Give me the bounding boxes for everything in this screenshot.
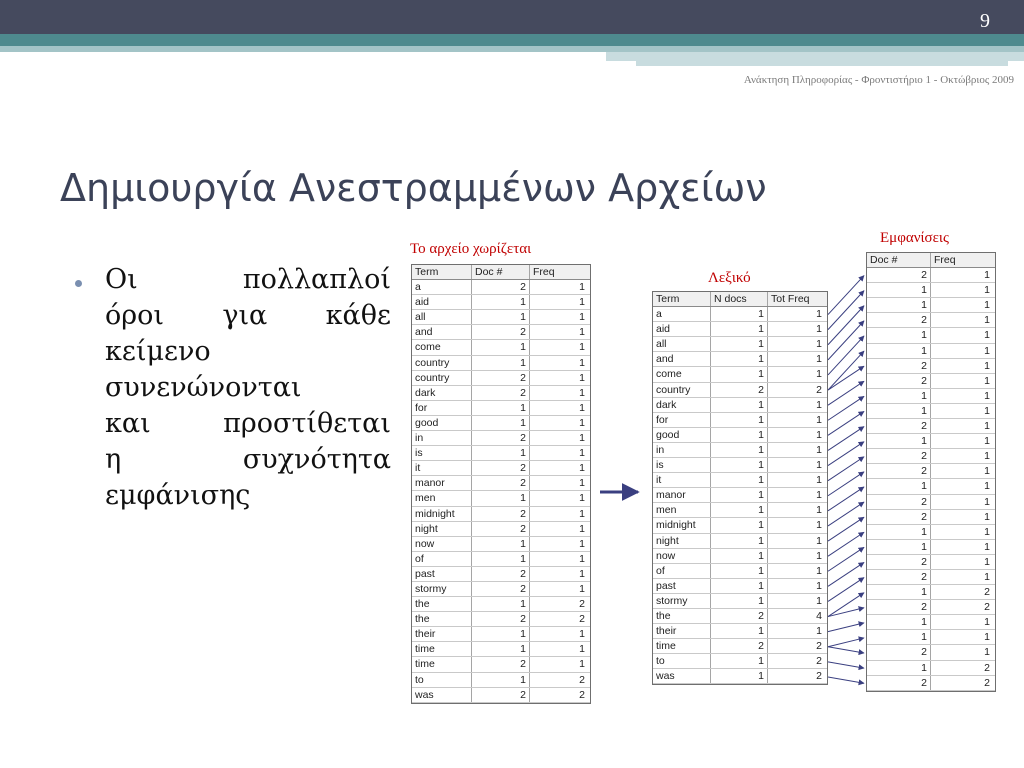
table-cell: 1 (816, 549, 822, 562)
column-header: Tot Freq (771, 293, 810, 305)
table-cell: 1 (579, 462, 585, 475)
table-cell: 2 (711, 609, 768, 623)
table-cell: of (653, 564, 711, 578)
table-cell: 1 (579, 356, 585, 369)
table-cell: 1 (816, 474, 822, 487)
table-cell: 1 (579, 371, 585, 384)
lexicon-to-postings-arrow (828, 662, 864, 668)
table-cell: 2 (816, 640, 822, 653)
lexicon-to-postings-arrow (828, 396, 864, 420)
table-cell: aid (653, 322, 711, 336)
table-cell: night (412, 522, 472, 536)
table-cell: 1 (579, 326, 585, 339)
bullet-line: εμφάνισης (105, 480, 251, 511)
table-cell: 1 (472, 491, 530, 505)
table-cell: the (412, 597, 472, 611)
table-cell: to (412, 673, 472, 687)
column-header: Term (653, 292, 711, 306)
table-cell: 1 (472, 537, 530, 551)
table-cell: 2 (816, 670, 822, 683)
bullet-line: και προστίθεται (105, 408, 391, 439)
table-cell: 2 (472, 582, 530, 596)
table-cell: a (653, 307, 711, 321)
table-cell: 1 (816, 308, 822, 321)
table-cell: 1 (984, 450, 990, 463)
column-header: Term (412, 265, 472, 279)
table-cell: 1 (472, 597, 530, 611)
table-cell: 1 (472, 416, 530, 430)
lexicon-to-postings-arrow (828, 306, 864, 345)
lexicon-to-postings-arrow (828, 472, 864, 496)
table-cell: 2 (867, 374, 931, 388)
table-cell: 1 (816, 338, 822, 351)
table-cell: their (412, 627, 472, 641)
table-cell: 2 (472, 612, 530, 626)
table-cell: 2 (472, 280, 530, 294)
column-header: N docs (711, 292, 768, 306)
table-cell: 2 (579, 613, 585, 626)
table-cell: 2 (867, 419, 931, 433)
table-cell: 2 (867, 600, 931, 614)
table-cell: 1 (579, 643, 585, 656)
table-cell: 2 (579, 598, 585, 611)
table-cell: 1 (984, 299, 990, 312)
table-cell: 1 (579, 311, 585, 324)
bullet-line: Οι πολλαπλοί (105, 264, 391, 295)
table-cell: 1 (472, 401, 530, 415)
table-cell: 1 (816, 459, 822, 472)
table-cell: 2 (472, 386, 530, 400)
table-cell: 1 (711, 654, 768, 668)
table-cell: in (653, 443, 711, 457)
table-cell: and (653, 352, 711, 366)
table-cell: 1 (984, 314, 990, 327)
table-cell: now (412, 537, 472, 551)
table-cell: 1 (711, 624, 768, 638)
table-cell: 1 (579, 522, 585, 535)
table-cell: 1 (579, 658, 585, 671)
table-cell: it (653, 473, 711, 487)
table-cell: 1 (579, 447, 585, 460)
table-cell: 1 (984, 420, 990, 433)
table-cell: 2 (472, 657, 530, 671)
table-cell: men (412, 491, 472, 505)
table-cell: 2 (472, 371, 530, 385)
table-cell: 2 (472, 325, 530, 339)
table-cell: 1 (984, 495, 990, 508)
table-cell: all (412, 310, 472, 324)
table-cell: 2 (472, 461, 530, 475)
table-cell: 1 (984, 555, 990, 568)
slide-subtitle: Ανάκτηση Πληροφορίας - Φροντιστήριο 1 - Οκτώβριος 2009 (743, 74, 1014, 86)
table-cell: 1 (816, 368, 822, 381)
table-cell: 1 (711, 594, 768, 608)
table-cell: past (412, 567, 472, 581)
table-cell: 1 (816, 443, 822, 456)
table-cell: 1 (867, 615, 931, 629)
table-cell: 1 (984, 359, 990, 372)
lexicon-to-postings-arrow (828, 562, 864, 586)
table-cell: 2 (472, 507, 530, 521)
label-split: Το αρχείο χωρίζεται (410, 241, 532, 257)
table-cell: country (653, 383, 711, 397)
lexicon-to-postings-arrow (828, 623, 864, 632)
table-cell: 1 (579, 386, 585, 399)
lexicon-to-postings-arrow (828, 647, 864, 653)
bullet-line: κείμενο (105, 336, 211, 367)
table-cell: now (653, 549, 711, 563)
table-cell: was (653, 669, 711, 683)
table-cell: 2 (472, 522, 530, 536)
table-cell: 2 (867, 510, 931, 524)
table-cell: stormy (653, 594, 711, 608)
table-cell: 1 (984, 389, 990, 402)
table-cell: 1 (579, 567, 585, 580)
table-cell: 2 (472, 476, 530, 490)
table-cell: the (653, 609, 711, 623)
lexicon-to-postings-arrow (828, 593, 864, 617)
slide-title: Δημιουργία Ανεστραμμένων Αρχείων (60, 166, 767, 210)
table-cell: 2 (579, 688, 585, 701)
column-header: Freq (533, 266, 555, 278)
table-cell: dark (412, 386, 472, 400)
table-cell: midnight (412, 507, 472, 521)
table-cell: 2 (984, 661, 990, 674)
table-cell: 1 (472, 627, 530, 641)
table-cell: dark (653, 398, 711, 412)
lexicon-to-postings-arrow (828, 502, 864, 526)
table-cell: 1 (579, 477, 585, 490)
table-cell: 1 (711, 503, 768, 517)
table-cell: 1 (711, 579, 768, 593)
table-cell: 1 (867, 328, 931, 342)
table-cell: time (412, 657, 472, 671)
table-cell: it (412, 461, 472, 475)
table-cell: 2 (472, 688, 530, 702)
table-cell: 1 (711, 534, 768, 548)
table-cell: 1 (984, 616, 990, 629)
table-cell: 1 (984, 344, 990, 357)
lexicon-to-postings-arrow (828, 638, 864, 647)
table-cell: 1 (579, 401, 585, 414)
table-cell: 1 (711, 564, 768, 578)
lexicon-to-postings-arrow (828, 411, 864, 435)
table-cell: and (412, 325, 472, 339)
table-cell: 2 (816, 383, 822, 396)
table-cell: manor (412, 476, 472, 490)
table-cell: 1 (816, 413, 822, 426)
table-cell: 1 (711, 443, 768, 457)
lexicon-to-postings-arrow (828, 608, 864, 617)
table-cell: 1 (472, 340, 530, 354)
table-cell: 1 (816, 594, 822, 607)
table-cell: 1 (867, 540, 931, 554)
table-cell: come (412, 340, 472, 354)
table-cell: 2 (867, 495, 931, 509)
table-cell: of (412, 552, 472, 566)
table-cell: country (412, 356, 472, 370)
table-cell: 1 (711, 473, 768, 487)
table-cell: 1 (867, 630, 931, 644)
table-cell: the (412, 612, 472, 626)
table-cell: 1 (579, 296, 585, 309)
table-cell: 2 (867, 359, 931, 373)
table-cell: 1 (711, 367, 768, 381)
table-cell: 1 (816, 353, 822, 366)
table-cell: 2 (867, 676, 931, 690)
table-cell: 1 (867, 298, 931, 312)
table-cell: 1 (816, 564, 822, 577)
table-cell: 1 (867, 661, 931, 675)
table-cell: 1 (711, 352, 768, 366)
table-cell: 1 (867, 283, 931, 297)
table-cell: 1 (711, 518, 768, 532)
column-header: Freq (934, 254, 956, 266)
table-cell: in (412, 431, 472, 445)
table-cell: 2 (711, 639, 768, 653)
table-cell: manor (653, 488, 711, 502)
table-cell: 1 (711, 337, 768, 351)
table-cell: 1 (867, 344, 931, 358)
table-cell: 1 (867, 525, 931, 539)
table-cell: 1 (579, 432, 585, 445)
table-cell: good (653, 428, 711, 442)
table-cell: 1 (472, 642, 530, 656)
lexicon-to-postings-arrow (828, 457, 864, 481)
table-cell: 2 (472, 567, 530, 581)
lexicon-to-postings-arrow (828, 336, 864, 375)
table-cell: come (653, 367, 711, 381)
table-cell: 2 (867, 645, 931, 659)
lexicon-to-postings-arrow (828, 677, 864, 683)
table-cell: 1 (984, 465, 990, 478)
table-cell: aid (412, 295, 472, 309)
lexicon-to-postings-arrow (828, 487, 864, 511)
table-cell: 1 (816, 534, 822, 547)
table-cell: 1 (984, 540, 990, 553)
table-cell: 1 (984, 404, 990, 417)
table-cell: stormy (412, 582, 472, 596)
table-cell: 1 (579, 341, 585, 354)
lexicon-to-postings-arrow (828, 291, 864, 330)
column-header: Doc # (867, 253, 931, 267)
table-cell: 1 (984, 269, 990, 282)
table-cell: was (412, 688, 472, 702)
table-cell: 1 (711, 549, 768, 563)
table-cell: 1 (472, 356, 530, 370)
table-cell: 1 (579, 507, 585, 520)
table-cell: for (412, 401, 472, 415)
lexicon-to-postings-arrow (828, 547, 864, 571)
lexicon-to-postings-arrow (828, 442, 864, 466)
table-cell: 2 (867, 555, 931, 569)
table-cell: 2 (816, 655, 822, 668)
table-cell: for (653, 413, 711, 427)
table-cell: 1 (711, 428, 768, 442)
lexicon-to-postings-arrow (828, 321, 864, 360)
label-lexicon: Λεξικό (708, 270, 751, 286)
table-cell: 4 (816, 609, 822, 622)
table-cell: 1 (579, 281, 585, 294)
table-cell: 1 (579, 552, 585, 565)
table-cell: 1 (711, 413, 768, 427)
table-cell: 1 (867, 585, 931, 599)
table-cell: 2 (579, 673, 585, 686)
table-cell: 2 (867, 268, 931, 282)
table-cell: 1 (984, 480, 990, 493)
table-cell: 1 (816, 489, 822, 502)
table-cell: 1 (816, 504, 822, 517)
table-cell: 1 (816, 398, 822, 411)
table-cell: 1 (816, 519, 822, 532)
table-cell: 1 (984, 525, 990, 538)
table-cell: 1 (984, 284, 990, 297)
table-cell: to (653, 654, 711, 668)
table-cell: all (653, 337, 711, 351)
table-cell: 2 (984, 586, 990, 599)
table-cell: 1 (711, 322, 768, 336)
table-cell: 2 (984, 676, 990, 689)
table-cell: 2 (472, 431, 530, 445)
arrow-group (600, 276, 864, 684)
lexicon-to-postings-arrow (828, 351, 864, 390)
table-cell: past (653, 579, 711, 593)
lexicon-to-postings-arrow (828, 427, 864, 451)
table-cell: 1 (472, 673, 530, 687)
table-cell: 1 (867, 434, 931, 448)
bullet-line: η συχνότητα (105, 444, 391, 475)
table-cell: 1 (711, 458, 768, 472)
label-occurrences: Εμφανίσεις (880, 230, 949, 246)
table-cell: 2 (867, 464, 931, 478)
table-cell: their (653, 624, 711, 638)
table-cell: 1 (472, 446, 530, 460)
table-cell: men (653, 503, 711, 517)
table-cell: 1 (867, 389, 931, 403)
page-number: 9 (980, 10, 990, 32)
table-cell: 1 (816, 625, 822, 638)
table-cell: 1 (816, 579, 822, 592)
table-cell: 1 (984, 510, 990, 523)
table-cell: 1 (816, 428, 822, 441)
table-cell: country (412, 371, 472, 385)
table-cell: 1 (984, 374, 990, 387)
table-cell: 2 (984, 601, 990, 614)
table-cell: good (412, 416, 472, 430)
table-cell: 1 (984, 646, 990, 659)
table-cell: 1 (984, 631, 990, 644)
table-cell: 1 (984, 329, 990, 342)
table-cell: 2 (867, 449, 931, 463)
lexicon-to-postings-arrow (828, 532, 864, 556)
table-cell: 1 (472, 295, 530, 309)
table-cell: 1 (711, 669, 768, 683)
table-cell: is (412, 446, 472, 460)
table-cell: 1 (579, 628, 585, 641)
lexicon-to-postings-arrow (828, 517, 864, 541)
lexicon-to-postings-arrow (828, 276, 864, 315)
bullet-line: όροι για κάθε (105, 300, 391, 331)
table-cell: 1 (867, 404, 931, 418)
table-cell: time (653, 639, 711, 653)
column-header: Doc # (472, 265, 530, 279)
table-cell: 1 (984, 570, 990, 583)
bullet-line: συνενώνονται (105, 372, 302, 403)
table-cell: 1 (984, 435, 990, 448)
table-cell: 1 (472, 552, 530, 566)
table-cell: 1 (579, 582, 585, 595)
table-cell: 1 (711, 398, 768, 412)
table-cell: night (653, 534, 711, 548)
table-cell: 2 (711, 383, 768, 397)
table-cell: 1 (816, 323, 822, 336)
table-cell: 2 (867, 313, 931, 327)
table-cell: time (412, 642, 472, 656)
table-cell: 1 (711, 488, 768, 502)
table-cell: 2 (867, 570, 931, 584)
table-cell: midnight (653, 518, 711, 532)
table-cell: 1 (579, 537, 585, 550)
lexicon-to-postings-arrow (828, 578, 864, 602)
table-cell: 1 (867, 479, 931, 493)
table-cell: a (412, 280, 472, 294)
table-cell: 1 (472, 310, 530, 324)
table-cell: 1 (579, 416, 585, 429)
table-cell: 1 (579, 492, 585, 505)
table-cell: 1 (711, 307, 768, 321)
table-cell: is (653, 458, 711, 472)
